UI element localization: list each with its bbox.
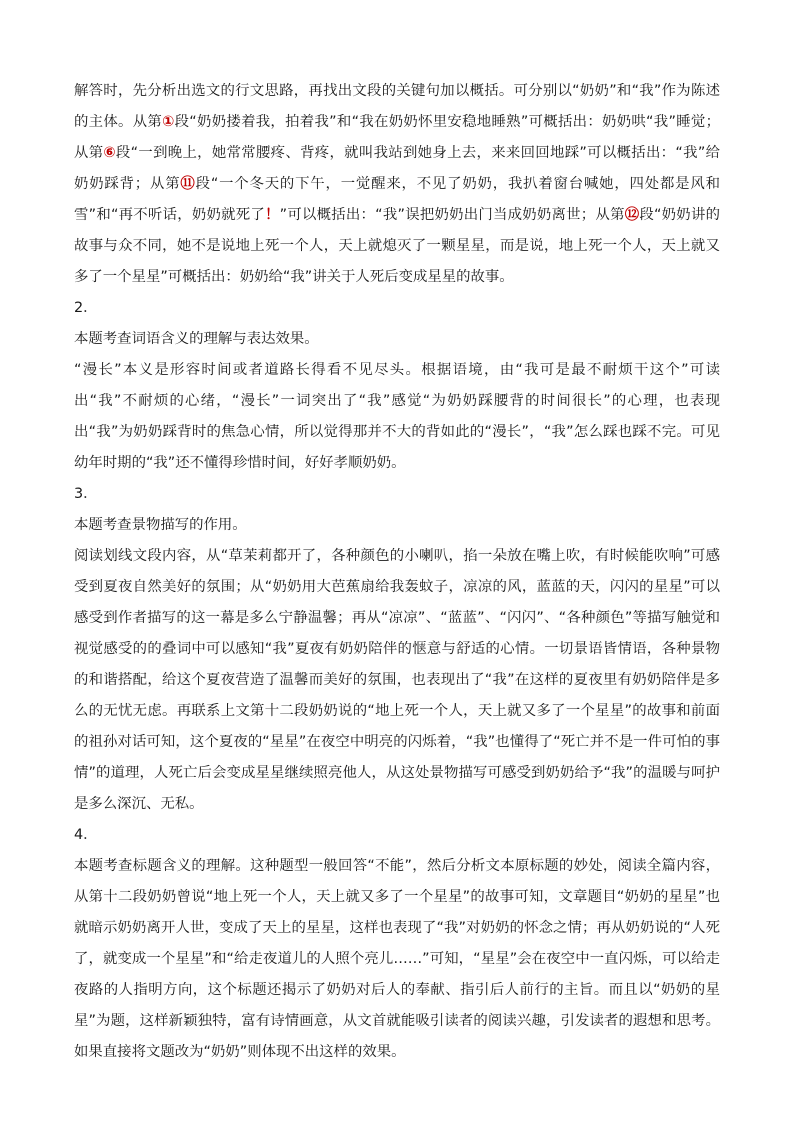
circled-number-12: ⑫ — [624, 207, 640, 223]
answer-1-text-d: 段“一个冬天的下午，一觉醒来，不见了奶奶，我扒着窗台喊她，四处都是风和雪”和“再不听话，奶奶就死了 — [74, 176, 720, 223]
question-2-number: 2． — [74, 300, 98, 316]
answer-1-text-b: 段“奶奶搂着我，拍着我”和“我在奶奶怀里安稳地睡熟”可概括出：奶奶哄“我”睡觉；从第 — [74, 114, 720, 161]
answer-page — [74, 76, 720, 1068]
circled-number-1: ① — [162, 114, 175, 130]
question-4-analysis: 本题考查标题含义的理解。这种题型一般回答“不能”，然后分析文本原标题的妙处，阅读全篇内容，从第十二段奶奶曾说“地上死一个人，天上就又多了一个星星”的故事可知，文章题目“奶奶的星星”也就暗示奶奶离开人世，变成了天上的星星，这样也表现了“我”对奶奶的怀念之情；再从奶奶说的“人死了，就变成一个星星”和“给走夜道儿的人照个亮儿……”可知，“星星”会在夜空中一直闪烁，可以给走夜路的人指明方向，这个标题还揭示了奶奶对后人的奉献、指引后人前行的主旨。而且以“奶奶的星星”为题，这样新颖独特，富有诗情画意，从文首就能吸引读者的阅读兴趣，引发读者的遐想和思考。如果直接将文题改为“奶奶”则体现不出这样的效果。 — [74, 858, 720, 1060]
question-4-number: 4． — [74, 827, 98, 843]
answer-1-text-e: ”可以概括出：“我”误把奶奶出门当成奶奶离世；从第 — [279, 207, 625, 223]
question-3-analysis: 阅读划线文段内容，从“草茉莉都开了，各种颜色的小喇叭，掐一朵放在嘴上吹，有时候能吹响”可感受到夏夜自然美好的氛围；从“奶奶用大芭蕉扇给我轰蚊子，凉凉的风，蓝蓝的天，闪闪的星星”可以感受到作者描写的这一幕是多么宁静温馨；再从“凉凉”、“蓝蓝”、“闪闪”、“各种颜色”等描写触觉和视觉感受的的叠词中可以感知“我”夏夜有奶奶陪伴的惬意与舒适的心情。一切景语皆情语，各种景物的和谐搭配，给这个夏夜营造了温馨而美好的氛围，也表现出了“我”在这样的夏夜里有奶奶陪伴是多么的无忧无虑。再联系上文第十二段奶奶说的“地上死一个人，天上就又多了一个星星”的故事和前面的祖孙对话可知，这个夏夜的“星星”在夜空中明亮的闪烁着，“我”也懂得了“死亡并不是一件可怕的事情”的道理，人死亡后会变成星星继续照亮他人，从这处景物描写可感受到奶奶给予“我”的温暖与呵护是多么深沉、无私。 — [74, 548, 720, 812]
question-2-topic: 本题考查词语含义的理解与表达效果。 — [74, 331, 319, 347]
answer-1-text-c: 段“一到晚上，她常常腰疼、背疼，就叫我站到她身上去，来来回回地踩”可以概括出：“我”给奶奶踩背；从第 — [74, 145, 720, 192]
answer-1-text-a: 解答时，先分析出选文的行文思路，再找出文段的关键句加以概括。可分别以“奶奶”和“我”作为陈述的主体。从第 — [74, 83, 720, 130]
question-2-analysis: “漫长”本义是形容时间或者道路长得看不见尽头。根据语境，由“我可是最不耐烦干这个”可读出“我”不耐烦的心绪，“漫长”一词突出了“我”感觉“为奶奶踩腰背的时间很长”的心理，也表现出“我”为奶奶踩背时的焦急心情，所以觉得那并不大的背如此的“漫长”，“我”怎么踩也踩不完。可见幼年时期的“我”还不懂得珍惜时间，好好孝顺奶奶。 — [74, 362, 720, 471]
answer-1-text-f: 段“奶奶讲的故事与众不同，她不是说地上死一个人，天上就熄灭了一颗星星，而是说，地上死一个人，天上就又多了一个星星”可概括出：奶奶给“我”讲关于人死后变成星星的故事。 — [74, 207, 720, 285]
circled-number-6: ⑥ — [103, 145, 116, 161]
exclamation-mark: ！ — [265, 207, 280, 223]
answer-1-paragraph — [74, 76, 720, 293]
circled-number-11: ⑪ — [180, 176, 196, 192]
question-3-number: 3． — [74, 486, 98, 502]
question-3-topic: 本题考查景物描写的作用。 — [74, 517, 247, 533]
